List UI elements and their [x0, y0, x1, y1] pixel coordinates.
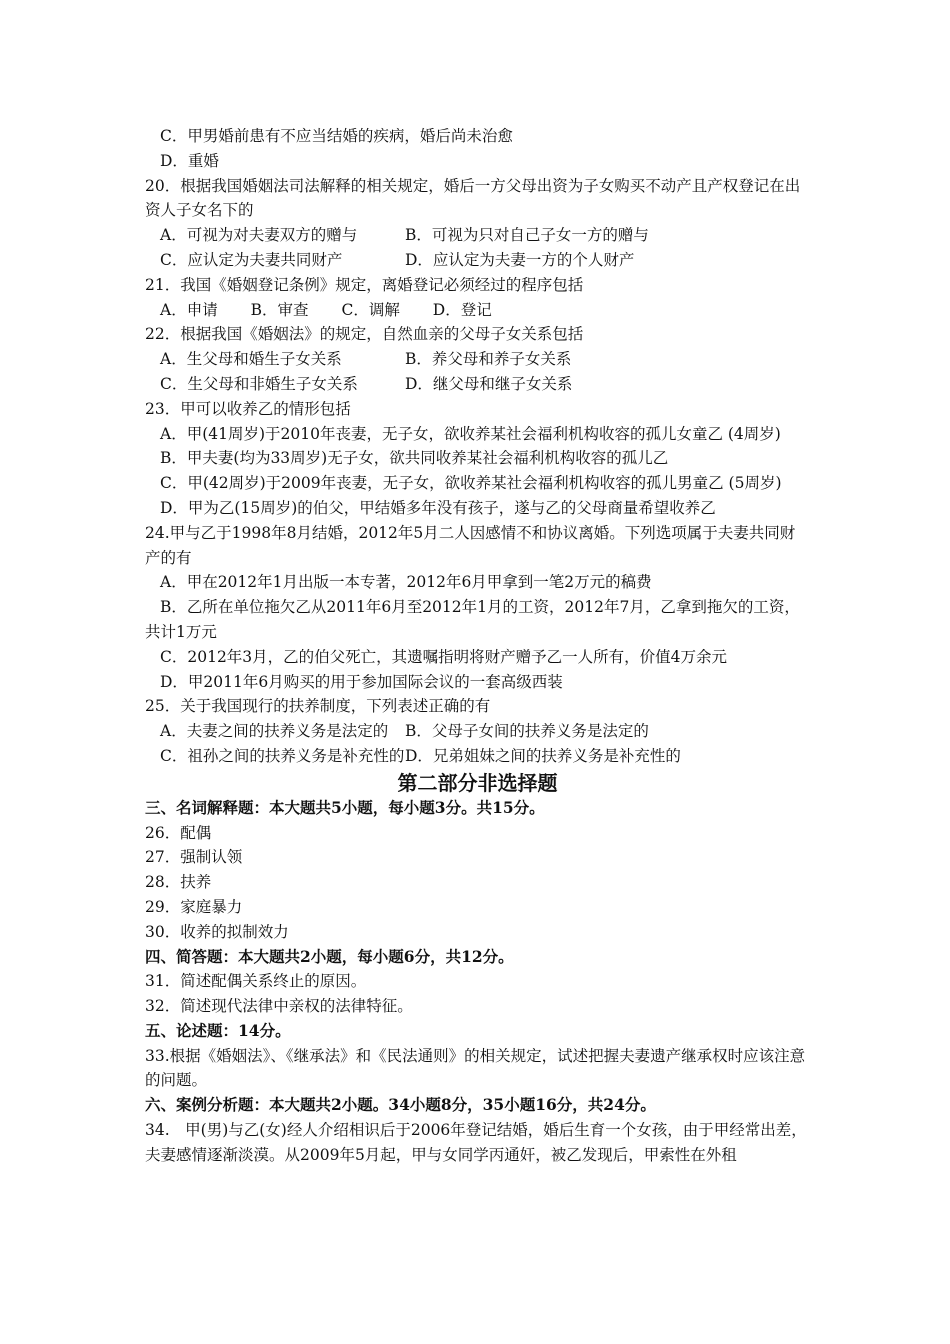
q22-options-row2 [145, 372, 810, 397]
q23-stem: 23．甲可以收养乙的情形包括 [145, 399, 351, 418]
q30: 30．收养的拟制效力 [145, 922, 289, 941]
q33: 33.根据《婚姻法》、《继承法》和《民法通则》的相关规定，试述把握夫妻遗产继承权时应该注意的问题。 [145, 1046, 806, 1090]
q24-option-b: B．乙所在单位拖欠乙从2011年6月至2012年1月的工资，2012年7月，乙拿到拖欠的工资，共计1万元 [145, 598, 800, 641]
section3-heading: 三、名词解释题：本大题共5小题，每小题3分。共15分。 [145, 797, 545, 817]
q25-option-d: D．兄弟姐妹之间的扶养义务是补充性的 [405, 746, 681, 765]
q25-options-row2 [145, 744, 810, 769]
q21-option-b: B．审查 [250, 300, 309, 319]
q21-option-d: D．登记 [432, 300, 492, 319]
q22-option-a: A．生父母和婚生子女关系 [160, 350, 342, 369]
q28: 28．扶养 [145, 873, 212, 892]
q22-stem: 22．根据我国《婚姻法》的规定，自然血亲的父母子女关系包括 [145, 325, 584, 344]
q19-option-c: C．甲男婚前患有不应当结婚的疾病，婚后尚未治愈 [160, 127, 513, 145]
q23-option-a: A．甲(41周岁)于2010年丧妻，无子女，欲收养某社会福利机构收容的孤儿女童乙 (4周岁) [160, 424, 781, 443]
q22-option-b: B．养父母和养子女关系 [405, 350, 572, 369]
q22-options-row1 [145, 347, 810, 372]
q20-options-row2 [145, 248, 810, 273]
q23-option-c: C．甲(42周岁)于2009年丧妻，无子女，欲收养某社会福利机构收容的孤儿男童乙 (5周岁) [160, 474, 782, 493]
q34: 34. 甲(男)与乙(女)经人介绍相识后于2006年登记结婚，婚后生育一个女孩，由于甲经常出差，夫妻感情逐渐淡漠。从2009年5月起，甲与女同学丙通奸，被乙发现后，甲索性在外租 [145, 1121, 807, 1164]
section6-heading: 六、案例分析题：本大题共2小题。34小题8分，35小题16分，共24分。 [145, 1095, 656, 1115]
q25-stem: 25．关于我国现行的扶养制度，下列表述正确的有 [145, 697, 491, 716]
q23-option-b: B．甲夫妻(均为33周岁)无子女，欲共同收养某社会福利机构收容的孤儿乙 [160, 449, 669, 468]
q29: 29．家庭暴力 [145, 897, 243, 916]
q21-stem: 21．我国《婚姻登记条例》规定，离婚登记必须经过的程序包括 [145, 275, 584, 294]
q25-option-b: B．父母子女间的扶养义务是法定的 [405, 722, 649, 741]
q24-option-c: C．2012年3月，乙的伯父死亡，其遗嘱指明将财产赠予乙一人所有，价值4万余元 [160, 647, 728, 666]
q22-option-d: D．继父母和继子女关系 [405, 374, 573, 393]
q20-stem: 20．根据我国婚姻法司法解释的相关规定，婚后一方父母出资为子女购买不动产且产权登记在出资人子女名下的 [145, 176, 801, 220]
q20-option-a: A．可视为对夫妻双方的赠与 [160, 226, 358, 245]
q20-option-d: D．应认定为夫妻一方的个人财产 [405, 250, 635, 269]
q21-options [145, 298, 810, 323]
q25-options-row1 [145, 719, 810, 744]
q24-option-a: A．甲在2012年1月出版一本专著，2012年6月甲拿到一笔2万元的稿费 [160, 573, 652, 592]
q32: 32．简述现代法律中亲权的法律特征。 [145, 997, 413, 1016]
q21-option-a: A．申请 [160, 300, 218, 319]
q27: 27．强制认领 [145, 848, 243, 867]
q24-stem: 24.甲与乙于1998年8月结婚，2012年5月二人因感情不和协议离婚。下列选项属于夫妻共同财产的有 [145, 523, 796, 567]
q21-option-c: C．调解 [341, 300, 400, 319]
q22-option-c: C．生父母和非婚生子女关系 [160, 374, 358, 393]
exam-page [145, 124, 810, 1168]
q25-option-a: A．夫妻之间的扶养义务是法定的 [160, 722, 389, 741]
q26: 26．配偶 [145, 823, 212, 842]
q20-option-c: C．应认定为夫妻共同财产 [160, 250, 343, 269]
q19-option-d: D．重婚 [160, 151, 219, 170]
part-two-title: 第二部分非选择题 [397, 770, 558, 795]
q20-option-b: B．可视为只对自己子女一方的赠与 [405, 226, 649, 245]
q20-options-row1 [145, 223, 810, 248]
section5-heading: 五、论述题：14分。 [145, 1020, 291, 1040]
q31: 31．简述配偶关系终止的原因。 [145, 972, 367, 991]
q24-option-d: D．甲2011年6月购买的用于参加国际会议的一套高级西装 [160, 672, 563, 691]
q25-option-c: C．祖孙之间的扶养义务是补充性的 [160, 746, 405, 765]
section4-heading: 四、简答题：本大题共2小题，每小题6分，共12分。 [145, 946, 514, 966]
q23-option-d: D．甲为乙(15周岁)的伯父，甲结婚多年没有孩子，遂与乙的父母商量希望收养乙 [160, 498, 716, 517]
